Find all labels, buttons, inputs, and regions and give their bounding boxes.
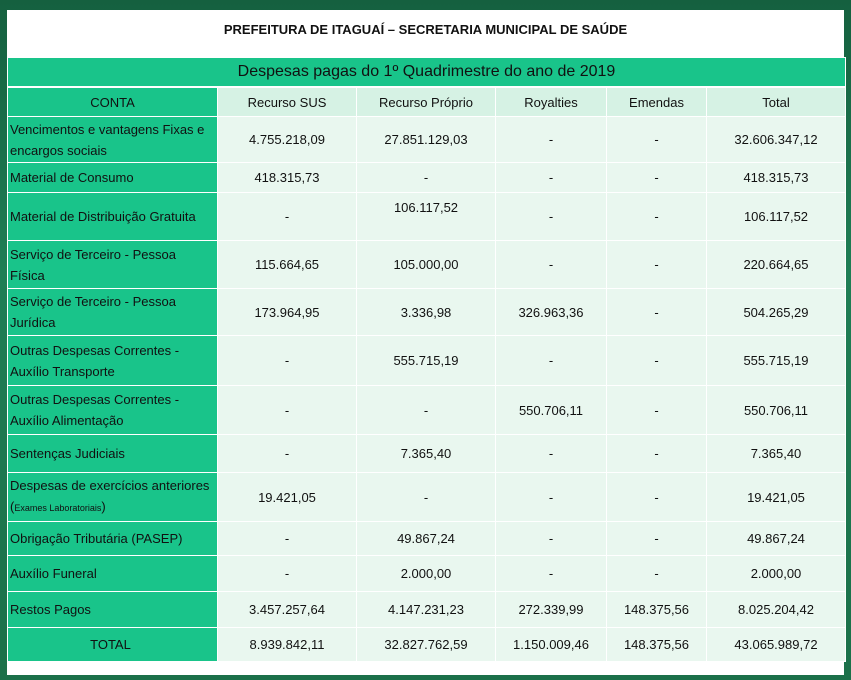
cell-emendas: - (607, 435, 707, 473)
row-label (8, 473, 218, 522)
table-row (8, 522, 846, 556)
cell-total: 220.664,65 (707, 241, 846, 289)
row-label: Material de Consumo (8, 163, 218, 193)
table-row (8, 241, 846, 289)
cell-royalties: - (496, 556, 607, 592)
row-label: Restos Pagos (8, 592, 218, 628)
total-recurso-sus: 8.939.842,11 (218, 628, 357, 662)
cell-recurso-sus: - (218, 522, 357, 556)
cell-emendas: - (607, 241, 707, 289)
cell-total: 555.715,19 (707, 336, 846, 386)
cell-recurso-proprio: 4.147.231,23 (357, 592, 496, 628)
cell-recurso-sus: 418.315,73 (218, 163, 357, 193)
total-emendas: 148.375,56 (607, 628, 707, 662)
row-label: Vencimentos e vantagens Fixas e encargos sociais (8, 117, 218, 163)
table-header-row (8, 88, 846, 117)
cell-recurso-sus: 19.421,05 (218, 473, 357, 522)
table-row (8, 163, 846, 193)
cell-royalties: 272.339,99 (496, 592, 607, 628)
col-header-emendas: Emendas (607, 88, 707, 117)
cell-royalties: - (496, 117, 607, 163)
row-label: Outras Despesas Correntes - Auxílio Transporte (8, 336, 218, 386)
cell-recurso-proprio: - (357, 386, 496, 435)
cell-royalties: 550.706,11 (496, 386, 607, 435)
row-label: Auxílio Funeral (8, 556, 218, 592)
cell-royalties: - (496, 522, 607, 556)
cell-emendas: - (607, 193, 707, 241)
table-caption: Despesas pagas do 1º Quadrimestre do ano de 2019 (7, 57, 846, 87)
row-label-text: Despesas de exercícios anteriores ( (10, 478, 210, 514)
table-row (8, 117, 846, 163)
total-label: TOTAL (8, 628, 218, 662)
cell-total: 19.421,05 (707, 473, 846, 522)
cell-recurso-sus: 115.664,65 (218, 241, 357, 289)
row-label: Serviço de Terceiro - Pessoa Física (8, 241, 218, 289)
cell-recurso-sus: - (218, 386, 357, 435)
cell-emendas: - (607, 522, 707, 556)
cell-recurso-sus: 173.964,95 (218, 289, 357, 336)
cell-emendas: - (607, 473, 707, 522)
cell-total: 2.000,00 (707, 556, 846, 592)
table-row (8, 193, 846, 241)
table-row (8, 336, 846, 386)
cell-recurso-proprio: 2.000,00 (357, 556, 496, 592)
cell-royalties: - (496, 473, 607, 522)
cell-recurso-sus: - (218, 435, 357, 473)
row-label: Sentenças Judiciais (8, 435, 218, 473)
cell-recurso-proprio: 3.336,98 (357, 289, 496, 336)
cell-total: 7.365,40 (707, 435, 846, 473)
total-recurso-proprio: 32.827.762,59 (357, 628, 496, 662)
col-header-recurso-sus: Recurso SUS (218, 88, 357, 117)
cell-emendas: 148.375,56 (607, 592, 707, 628)
cell-royalties: - (496, 241, 607, 289)
row-label: Outras Despesas Correntes - Auxílio Alimentação (8, 386, 218, 435)
cell-recurso-sus: - (218, 193, 357, 241)
cell-emendas: - (607, 386, 707, 435)
cell-recurso-proprio: - (357, 163, 496, 193)
cell-recurso-proprio: 27.851.129,03 (357, 117, 496, 163)
col-header-conta: CONTA (8, 88, 218, 117)
cell-royalties: - (496, 336, 607, 386)
cell-recurso-proprio: 555.715,19 (357, 336, 496, 386)
row-label: Material de Distribuição Gratuita (8, 193, 218, 241)
cell-total: 49.867,24 (707, 522, 846, 556)
col-header-total: Total (707, 88, 846, 117)
cell-recurso-proprio: 7.365,40 (357, 435, 496, 473)
cell-recurso-proprio: - (357, 473, 496, 522)
cell-total: 8.025.204,42 (707, 592, 846, 628)
cell-emendas: - (607, 117, 707, 163)
cell-recurso-proprio: 106.117,52 (357, 193, 496, 241)
total-total: 43.065.989,72 (707, 628, 846, 662)
table-total-row (8, 628, 846, 662)
cell-recurso-sus: - (218, 336, 357, 386)
col-header-recurso-proprio: Recurso Próprio (357, 88, 496, 117)
table-row (8, 592, 846, 628)
cell-royalties: 326.963,36 (496, 289, 607, 336)
table-row (8, 556, 846, 592)
table-row (8, 289, 846, 336)
cell-emendas: - (607, 163, 707, 193)
cell-royalties: - (496, 435, 607, 473)
cell-recurso-proprio: 49.867,24 (357, 522, 496, 556)
cell-emendas: - (607, 556, 707, 592)
cell-total: 32.606.347,12 (707, 117, 846, 163)
cell-total: 106.117,52 (707, 193, 846, 241)
cell-total: 504.265,29 (707, 289, 846, 336)
cell-total: 418.315,73 (707, 163, 846, 193)
table-row (8, 473, 846, 522)
row-label: Serviço de Terceiro - Pessoa Jurídica (8, 289, 218, 336)
row-label: Obrigação Tributária (PASEP) (8, 522, 218, 556)
cell-royalties: - (496, 193, 607, 241)
col-header-royalties: Royalties (496, 88, 607, 117)
expenses-table (7, 57, 846, 662)
cell-recurso-sus: 4.755.218,09 (218, 117, 357, 163)
cell-royalties: - (496, 163, 607, 193)
page-title: PREFEITURA DE ITAGUAÍ – SECRETARIA MUNICIPAL DE SAÚDE (223, 22, 628, 37)
total-royalties: 1.150.009,46 (496, 628, 607, 662)
cell-emendas: - (607, 336, 707, 386)
row-label-suffix: ) (101, 499, 106, 514)
table-row (8, 386, 846, 435)
cell-emendas: - (607, 289, 707, 336)
cell-recurso-sus: - (218, 556, 357, 592)
cell-recurso-proprio: 105.000,00 (357, 241, 496, 289)
row-label-note: Exames Laboratoriais (14, 503, 102, 513)
table-row (8, 435, 846, 473)
cell-recurso-sus: 3.457.257,64 (218, 592, 357, 628)
cell-total: 550.706,11 (707, 386, 846, 435)
